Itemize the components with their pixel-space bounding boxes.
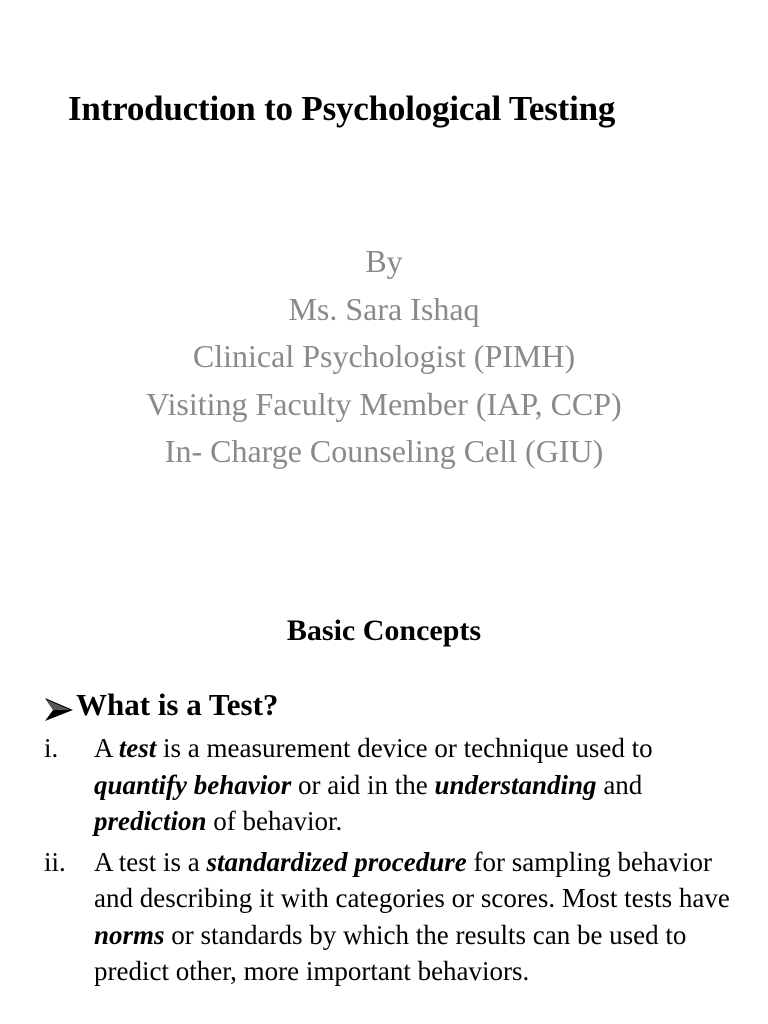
text-segment: for sampling behavior and describing it with categories or scores. Most tests have — [94, 846, 730, 913]
list-item-text — [94, 844, 734, 990]
text-segment: is a measurement device or technique used to — [156, 733, 653, 763]
definition-list — [44, 730, 734, 990]
subheading — [44, 685, 278, 725]
emphasis-term: quantify behavior — [94, 769, 292, 800]
author-role-faculty: Visiting Faculty Member (IAP, CCP) — [146, 385, 622, 422]
author-by-line: By — [365, 243, 403, 279]
author-name: Ms. Sara Ishaq — [288, 290, 480, 327]
list-marker: i. — [44, 733, 59, 763]
text-segment: A — [94, 733, 119, 763]
emphasis-term: standardized procedure — [206, 846, 467, 877]
emphasis-term: test — [118, 733, 157, 763]
arrowhead-bullet-icon — [44, 692, 74, 718]
text-segment: or aid in the — [291, 769, 435, 800]
text-segment: or standards by which the results can be used to predict other, more important behaviors. — [94, 919, 687, 986]
author-role-clinical: Clinical Psychologist (PIMH) — [192, 338, 576, 374]
list-marker: ii. — [44, 846, 66, 877]
subheading-text: What is a Test? — [76, 687, 279, 722]
list-item-text — [94, 730, 734, 840]
list-item — [44, 730, 734, 840]
list-item — [44, 844, 734, 990]
emphasis-term: prediction — [94, 806, 207, 836]
text-segment: and — [596, 769, 643, 800]
author-block — [0, 238, 768, 476]
text-segment: of behavior. — [206, 806, 343, 836]
emphasis-term: norms — [94, 919, 165, 950]
slide-title: Introduction to Psychological Testing — [68, 89, 616, 128]
emphasis-term: understanding — [434, 769, 597, 800]
author-role-counseling: In- Charge Counseling Cell (GIU) — [164, 433, 604, 469]
text-segment: A test is a — [94, 846, 207, 877]
section-heading: Basic Concepts — [286, 614, 482, 647]
